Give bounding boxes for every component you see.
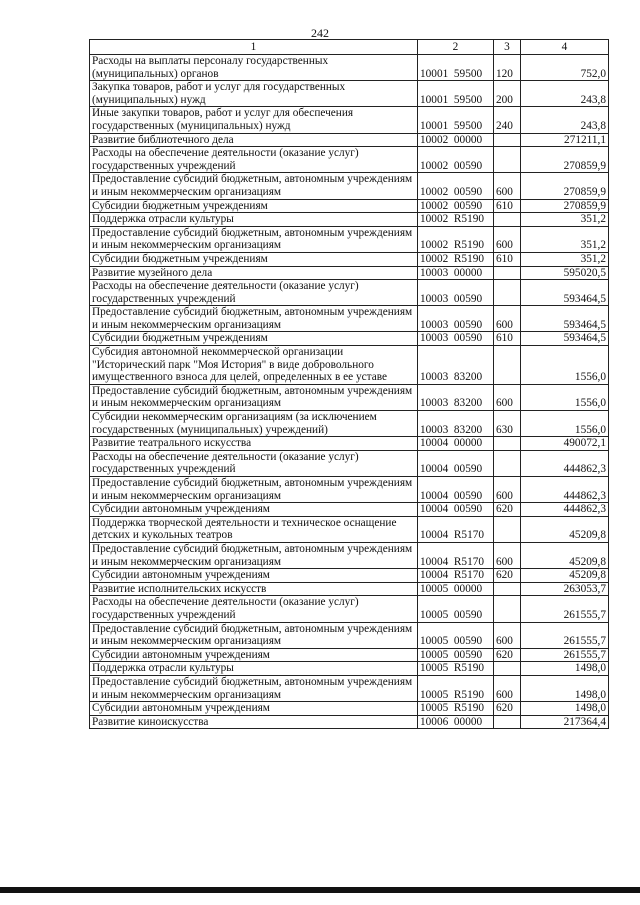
row-sum: 1498,0	[521, 662, 609, 676]
row-code: 10004 00000	[418, 437, 494, 451]
row-sum: 593464,5	[521, 306, 609, 332]
row-code: 10002 00590	[418, 147, 494, 173]
row-type: 240	[494, 107, 521, 133]
table-row	[90, 675, 609, 701]
row-sum: 1498,0	[521, 675, 609, 701]
row-name: Предоставление субсидий бюджетным, автономным учреждениям и иным некоммерческим организациям	[90, 306, 418, 332]
row-sum: 444862,3	[521, 450, 609, 476]
row-code: 10006 00000	[418, 715, 494, 729]
row-sum: 263053,7	[521, 582, 609, 596]
row-name: Расходы на обеспечение деятельности (оказание услуг) государственных учреждений	[90, 450, 418, 476]
row-code: 10002 R5190	[418, 226, 494, 252]
table-row	[90, 266, 609, 280]
row-type: 610	[494, 199, 521, 213]
row-type	[494, 213, 521, 227]
table-row	[90, 173, 609, 199]
row-type	[494, 596, 521, 622]
row-type	[494, 437, 521, 451]
row-sum: 261555,7	[521, 648, 609, 662]
row-type: 620	[494, 569, 521, 583]
table-row	[90, 450, 609, 476]
row-code: 10004 00590	[418, 477, 494, 503]
row-code: 10005 R5190	[418, 702, 494, 716]
table-row	[90, 411, 609, 437]
row-name: Предоставление субсидий бюджетным, автономным учреждениям и иным некоммерческим организациям	[90, 622, 418, 648]
row-name: Предоставление субсидий бюджетным, автономным учреждениям и иным некоммерческим организациям	[90, 675, 418, 701]
row-name: Субсидии автономным учреждениям	[90, 569, 418, 583]
table-row	[90, 280, 609, 306]
row-code: 10002 00590	[418, 173, 494, 199]
row-type: 200	[494, 81, 521, 107]
row-name: Поддержка творческой деятельности и техническое оснащение детских и кукольных театров	[90, 516, 418, 542]
row-name: Закупка товаров, работ и услуг для государственных (муниципальных) нужд	[90, 81, 418, 107]
row-sum: 45209,8	[521, 516, 609, 542]
row-code: 10003 83200	[418, 384, 494, 410]
row-sum: 217364,4	[521, 715, 609, 729]
row-sum: 1498,0	[521, 702, 609, 716]
row-type	[494, 280, 521, 306]
row-type	[494, 582, 521, 596]
row-name: Расходы на обеспечение деятельности (оказание услуг) государственных учреждений	[90, 147, 418, 173]
row-sum: 261555,7	[521, 596, 609, 622]
table-row	[90, 252, 609, 266]
table-row	[90, 332, 609, 346]
row-code: 10005 00590	[418, 596, 494, 622]
row-name: Расходы на выплаты персоналу государственных (муниципальных) органов	[90, 55, 418, 81]
scan-edge-bar	[0, 887, 640, 893]
row-code: 10003 00000	[418, 266, 494, 280]
table-row	[90, 133, 609, 147]
row-name: Предоставление субсидий бюджетным, автономным учреждениям и иным некоммерческим организациям	[90, 173, 418, 199]
row-sum: 1556,0	[521, 346, 609, 385]
row-type	[494, 346, 521, 385]
table-row	[90, 437, 609, 451]
row-name: Расходы на обеспечение деятельности (оказание услуг) государственных учреждений	[90, 596, 418, 622]
row-sum: 351,2	[521, 226, 609, 252]
page-number: 242	[311, 26, 329, 40]
table-row	[90, 596, 609, 622]
row-type: 600	[494, 542, 521, 568]
row-type: 120	[494, 55, 521, 81]
table-row	[90, 306, 609, 332]
row-code: 10003 00590	[418, 280, 494, 306]
row-name: Поддержка отрасли культуры	[90, 662, 418, 676]
row-name: Субсидии бюджетным учреждениям	[90, 332, 418, 346]
row-code: 10004 R5170	[418, 542, 494, 568]
row-sum: 270859,9	[521, 173, 609, 199]
table-row	[90, 542, 609, 568]
row-sum: 351,2	[521, 252, 609, 266]
row-name: Субсидии некоммерческим организациям (за исключением государственных (муниципальных) учреждений)	[90, 411, 418, 437]
row-sum: 270859,9	[521, 147, 609, 173]
row-type: 600	[494, 306, 521, 332]
table-row	[90, 81, 609, 107]
row-code: 10005 00590	[418, 648, 494, 662]
row-code: 10002 R5190	[418, 213, 494, 227]
row-sum: 1556,0	[521, 411, 609, 437]
row-code: 10005 R5190	[418, 675, 494, 701]
row-type: 600	[494, 384, 521, 410]
row-type: 600	[494, 173, 521, 199]
row-name: Развитие библиотечного дела	[90, 133, 418, 147]
row-name: Предоставление субсидий бюджетным, автономным учреждениям и иным некоммерческим организациям	[90, 542, 418, 568]
table-row	[90, 199, 609, 213]
row-type	[494, 133, 521, 147]
row-name: Предоставление субсидий бюджетным, автономным учреждениям и иным некоммерческим организациям	[90, 226, 418, 252]
table-row	[90, 477, 609, 503]
row-code: 10004 00590	[418, 503, 494, 517]
row-name: Субсидии бюджетным учреждениям	[90, 199, 418, 213]
table-row	[90, 346, 609, 385]
row-type: 600	[494, 477, 521, 503]
row-name: Субсидии автономным учреждениям	[90, 503, 418, 517]
row-type	[494, 266, 521, 280]
table-row	[90, 569, 609, 583]
row-type	[494, 147, 521, 173]
header-col-1: 1	[90, 40, 418, 55]
table-row	[90, 622, 609, 648]
header-col-2: 2	[418, 40, 494, 55]
table-row	[90, 213, 609, 227]
row-name: Поддержка отрасли культуры	[90, 213, 418, 227]
row-type	[494, 450, 521, 476]
table-row	[90, 662, 609, 676]
row-code: 10003 00590	[418, 306, 494, 332]
table-row	[90, 107, 609, 133]
row-type: 600	[494, 675, 521, 701]
row-name: Развитие киноискусства	[90, 715, 418, 729]
row-sum: 243,8	[521, 107, 609, 133]
table-row	[90, 648, 609, 662]
row-sum: 45209,8	[521, 542, 609, 568]
table-row	[90, 715, 609, 729]
row-code: 10004 00590	[418, 450, 494, 476]
row-code: 10005 00000	[418, 582, 494, 596]
row-sum: 351,2	[521, 213, 609, 227]
row-type: 620	[494, 702, 521, 716]
table-row	[90, 55, 609, 81]
row-sum: 1556,0	[521, 384, 609, 410]
row-name: Предоставление субсидий бюджетным, автономным учреждениям и иным некоммерческим организациям	[90, 477, 418, 503]
row-code: 10001 59500	[418, 107, 494, 133]
row-sum: 270859,9	[521, 199, 609, 213]
row-sum: 45209,8	[521, 569, 609, 583]
row-sum: 261555,7	[521, 622, 609, 648]
row-sum: 444862,3	[521, 503, 609, 517]
table-row	[90, 147, 609, 173]
row-code: 10004 R5170	[418, 569, 494, 583]
table-row	[90, 582, 609, 596]
table-row	[90, 226, 609, 252]
row-name: Развитие исполнительских искусств	[90, 582, 418, 596]
row-code: 10003 83200	[418, 346, 494, 385]
row-type: 600	[494, 226, 521, 252]
row-name: Развитие музейного дела	[90, 266, 418, 280]
row-sum: 595020,5	[521, 266, 609, 280]
row-code: 10003 00590	[418, 332, 494, 346]
table-row	[90, 516, 609, 542]
header-col-4: 4	[521, 40, 609, 55]
table-row	[90, 384, 609, 410]
row-sum: 271211,1	[521, 133, 609, 147]
row-code: 10003 83200	[418, 411, 494, 437]
header-col-3: 3	[494, 40, 521, 55]
row-type: 610	[494, 332, 521, 346]
row-name: Субсидии автономным учреждениям	[90, 702, 418, 716]
row-type: 610	[494, 252, 521, 266]
row-code: 10001 59500	[418, 55, 494, 81]
row-sum: 593464,5	[521, 280, 609, 306]
row-code: 10005 R5190	[418, 662, 494, 676]
row-type: 620	[494, 503, 521, 517]
row-code: 10004 R5170	[418, 516, 494, 542]
row-code: 10002 00590	[418, 199, 494, 213]
row-sum: 243,8	[521, 81, 609, 107]
budget-table	[89, 39, 609, 729]
row-code: 10002 R5190	[418, 252, 494, 266]
row-name: Расходы на обеспечение деятельности (оказание услуг) государственных учреждений	[90, 280, 418, 306]
table-row	[90, 702, 609, 716]
row-type	[494, 516, 521, 542]
row-sum: 593464,5	[521, 332, 609, 346]
row-type: 600	[494, 622, 521, 648]
row-code: 10002 00000	[418, 133, 494, 147]
row-type: 620	[494, 648, 521, 662]
row-code: 10001 59500	[418, 81, 494, 107]
row-name: Иные закупки товаров, работ и услуг для обеспечения государственных (муниципальных) нужд	[90, 107, 418, 133]
table-row	[90, 503, 609, 517]
row-code: 10005 00590	[418, 622, 494, 648]
row-sum: 752,0	[521, 55, 609, 81]
header-row	[90, 40, 609, 55]
row-sum: 490072,1	[521, 437, 609, 451]
row-type	[494, 715, 521, 729]
row-type	[494, 662, 521, 676]
row-name: Субсидии автономным учреждениям	[90, 648, 418, 662]
row-name: Субсидия автономной некоммерческой организации "Исторический парк "Моя История" в виде добровольного имущественного взноса для целей, определенных в ее уставе	[90, 346, 418, 385]
row-name: Субсидии бюджетным учреждениям	[90, 252, 418, 266]
row-sum: 444862,3	[521, 477, 609, 503]
row-name: Предоставление субсидий бюджетным, автономным учреждениям и иным некоммерческим организациям	[90, 384, 418, 410]
row-name: Развитие театрального искусства	[90, 437, 418, 451]
row-type: 630	[494, 411, 521, 437]
